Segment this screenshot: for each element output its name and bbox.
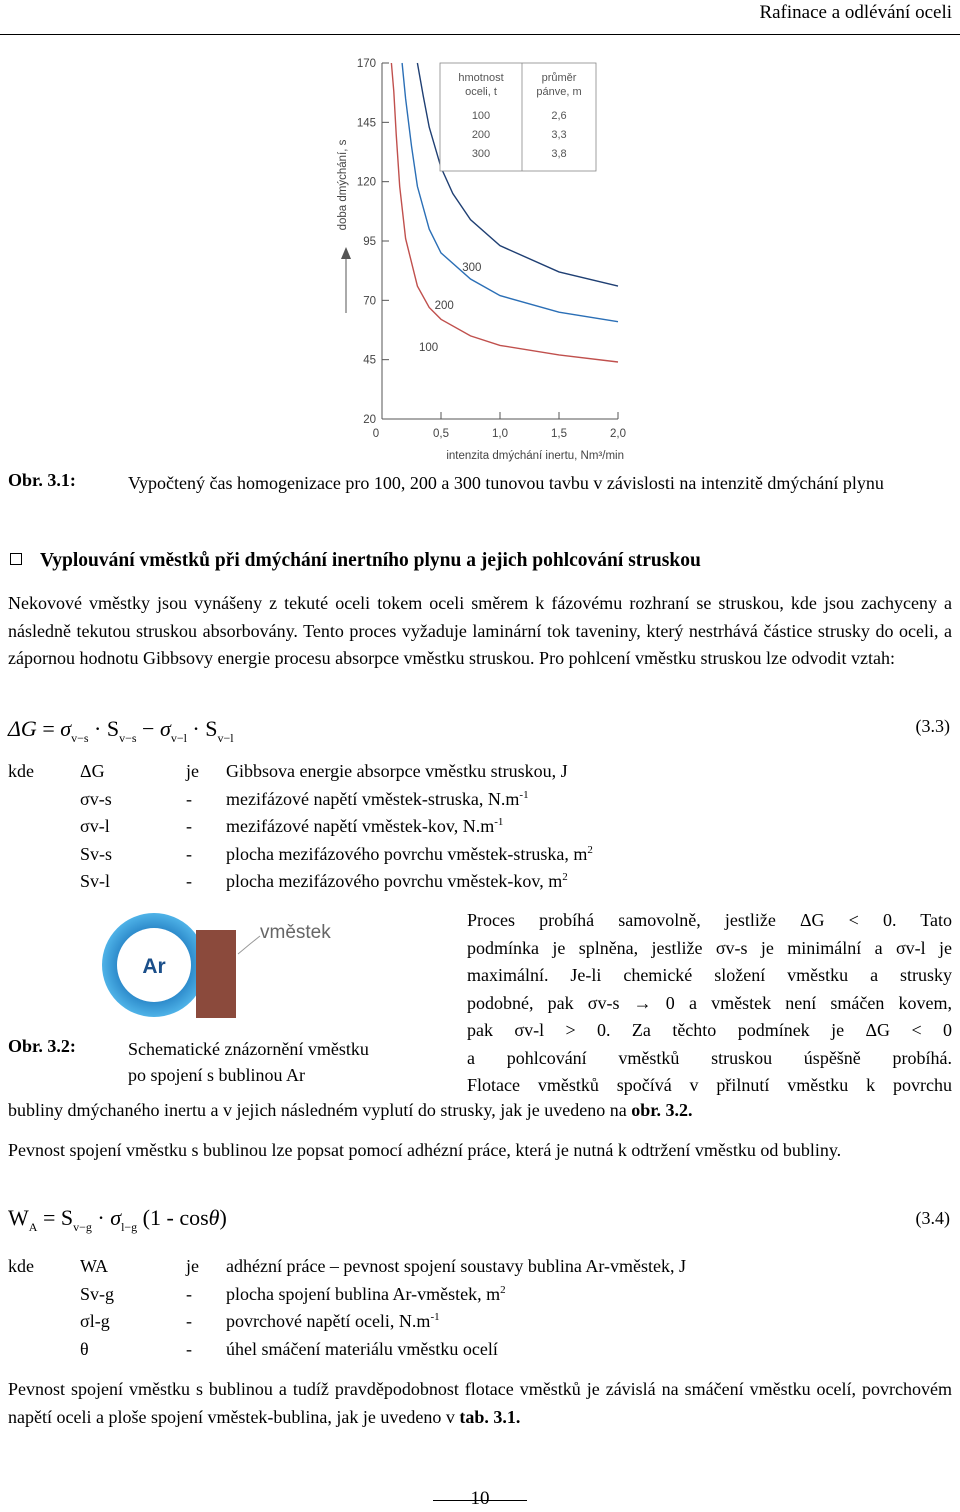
symbol-cell-col1 — [8, 1336, 80, 1364]
symbol-cell-col1: kde — [8, 1256, 34, 1277]
symbol-row — [8, 813, 593, 841]
legend-header-mass: hmotnost oceli, t — [458, 72, 504, 98]
symbol-desc — [226, 868, 593, 896]
symbol-cell-dash: - — [186, 843, 192, 864]
symbol-desc — [226, 1336, 686, 1364]
paragraph-4: Pevnost spojení vměstku s bublinou a tudíž pravděpodobnost flotace vměstků je závislá na smáčení vměstku ocelí, povrchovém napětí oceli a ploše spojení vměstek-bublina, jak je uvedeno v tab. 3.1. — [8, 1379, 952, 1427]
symbol-desc-exponent: -1 — [430, 1311, 440, 1324]
symbol-cell-col1 — [8, 841, 80, 869]
inclusion-block — [196, 930, 236, 1018]
symbol-row — [8, 841, 593, 869]
symbol-desc — [226, 841, 593, 869]
paragraph-2-tail: bubliny dmýchaného inertu a v jejich následném vyplutí do strusky, jak je uvedeno na obr. 3.2. — [8, 1100, 693, 1120]
y-tick-label: 95 — [363, 236, 376, 248]
equation-3-4: $W_A = S_{v-g} \cdot \sigma_{l-g}$ (1 - cosθ) — [8, 1205, 227, 1234]
paragraph-2-line: Flotace vměstků spočívá v přilnutí vměstku k povrchu — [467, 1075, 952, 1095]
symbol-desc-exponent: -1 — [494, 816, 504, 829]
symbol-desc — [226, 1253, 686, 1281]
symbol-cell-sym: σl-g — [80, 1311, 110, 1332]
legend-header-diameter: průměr pánve, m — [536, 72, 582, 98]
symbol-cell-sym: ΔG — [80, 761, 105, 782]
symbol-row — [8, 1281, 686, 1309]
paragraph-2-line: maximální. Je-li chemické složení vměstku a strusky — [467, 965, 952, 985]
x-axis-label: intenzita dmýchání inertu, Nm³/min — [446, 450, 624, 462]
symbol-desc — [226, 813, 593, 841]
figure-1-label: Obr. 3.1: — [8, 470, 76, 490]
legend-cell-diameter: 2,6 — [551, 110, 567, 122]
symbol-desc-exponent: -1 — [519, 788, 529, 801]
paragraph-2-line: a pohlcování vměstků struskou úspěšně probíhá. — [467, 1047, 952, 1068]
legend-cell-diameter: 3,8 — [551, 148, 567, 160]
running-header: Rafinace a odlévání oceli — [759, 2, 952, 23]
inclusion-label: vměstek — [260, 922, 331, 943]
symbol-desc-text: plocha mezifázového povrchu vměstek-kov, m — [226, 871, 563, 892]
x-tick-label: 2,0 — [610, 428, 626, 440]
equation-3-3-number: (3.3) — [915, 716, 950, 736]
symbol-cell-sym: Sv-g — [80, 1283, 115, 1304]
symbols-table-2 — [8, 1253, 686, 1363]
symbol-row — [8, 868, 593, 896]
y-axis-label: doba dmýchání, s — [337, 139, 349, 231]
symbol-desc-text: plocha spojení bublina Ar-vměstek, m — [226, 1283, 501, 1304]
symbol-desc-text: adhézní práce – pevnost spojení soustavy bublina Ar-vměstek, J — [226, 1256, 687, 1277]
y-tick-label: 20 — [363, 414, 376, 426]
symbol-desc-exponent: 2 — [500, 1283, 506, 1296]
figure-1-caption: Vypočtený čas homogenizace pro 100, 200 a 300 tunovou tavbu v závislosti na intenzitě dmýchání plynu — [128, 473, 884, 493]
symbol-row — [8, 786, 593, 814]
symbol-cell-sym: Sv-s — [80, 843, 113, 864]
legend-cell-diameter: 3,3 — [551, 129, 567, 141]
symbol-cell-dash: - — [186, 871, 192, 892]
symbol-desc — [226, 1281, 686, 1309]
paragraph-3: Pevnost spojení vměstku s bublinou lze popsat pomocí adhézní práce, která je nutná k odtržení vměstku od bubliny. — [8, 1140, 842, 1160]
symbol-cell-dash: - — [186, 816, 192, 837]
symbol-desc-text: úhel smáčení materiálu vměstku ocelí — [226, 1338, 498, 1359]
section-heading: Vyplouvání vměstků při dmýchání inertního plynu a jejich pohlcování struskou — [10, 550, 701, 572]
y-tick-label: 45 — [363, 354, 376, 367]
header-rule — [0, 34, 960, 35]
symbol-cell-sym: σv-l — [80, 816, 110, 837]
x-tick-label: 1,5 — [551, 428, 567, 440]
paragraph-2-line: Proces probíhá samovolně, jestliže ΔG < 0. Tato — [467, 910, 952, 930]
x-tick-label: 0,5 — [433, 428, 449, 440]
page-number: 10 — [470, 1488, 490, 1509]
chart-homogenization-time — [320, 45, 640, 465]
symbol-cell-col1: kde — [8, 761, 34, 782]
symbol-cell-sym: σv-s — [80, 788, 112, 809]
symbol-desc-text: Gibbsova energie absorpce vměstku struskou, J — [226, 761, 568, 782]
y-tick-label: 145 — [356, 117, 376, 130]
legend-cell-mass: 200 — [471, 129, 491, 141]
symbol-cell-col1 — [8, 1308, 80, 1336]
symbol-cell-dash: je — [186, 1256, 199, 1277]
symbol-cell-dash: - — [186, 1311, 192, 1332]
symbol-desc — [226, 786, 593, 814]
y-tick-label: 170 — [356, 58, 376, 70]
figure-2-caption: Schematické znázornění vměstku po spojení s bublinou Ar — [128, 1039, 369, 1085]
symbol-desc-text: povrchové napětí oceli, N.m — [226, 1311, 431, 1332]
paragraph-1: Nekovové vměstky jsou vynášeny z tekuté oceli tokem oceli směrem k fázovému rozhraní se struskou, kde jsou zachyceny a následně tekutou struskou absorbovány. Tento proces vyžaduje laminární tok taveniny, který nestrhává částice strusky do oceli, a zápornou hodnotu Gibbsovy energie procesu absorpce vměstku struskou. Pro pohlcení vměstku struskou lze odvodit vztah: — [8, 593, 952, 668]
series-label-200: 200 — [434, 299, 454, 312]
equation-3-4-number: (3.4) — [915, 1208, 950, 1228]
figure-2-label: Obr. 3.2: — [8, 1036, 76, 1056]
x-tick-label: 1,0 — [492, 428, 508, 440]
x-tick-label: 0 — [372, 428, 380, 440]
symbol-cell-dash: - — [186, 788, 192, 809]
y-axis-arrow-head — [341, 247, 351, 259]
symbol-row — [8, 758, 593, 786]
legend-cell-mass: 300 — [471, 148, 491, 160]
symbol-desc — [226, 758, 593, 786]
symbol-desc — [226, 1308, 686, 1336]
legend-cell-mass: 100 — [471, 110, 491, 122]
paragraph-2-line: podobné, pak σv-s → 0 a vměstek není smáčen kovem, — [467, 992, 952, 1013]
symbol-desc-text: mezifázové napětí vměstek-struska, N.m — [226, 788, 520, 809]
symbols-table-1 — [8, 758, 593, 896]
symbol-cell-col1 — [8, 786, 80, 814]
series-label-300: 300 — [462, 261, 482, 274]
symbol-desc-exponent: 2 — [587, 843, 593, 856]
symbol-row — [8, 1308, 686, 1336]
equation-3-3: $\Delta G = \sigma_{v-s} \cdot S_{v-s} - \sigma_{v-l} \cdot S_{v-l}$ — [8, 716, 234, 745]
bubble-label: Ar — [142, 955, 166, 978]
paragraph-2-column — [467, 907, 952, 1100]
symbol-cell-dash: - — [186, 1283, 192, 1304]
symbol-cell-sym: θ — [80, 1338, 89, 1359]
y-tick-label: 120 — [356, 176, 376, 189]
symbol-desc-text: mezifázové napětí vměstek-kov, N.m — [226, 816, 495, 837]
symbol-cell-col1 — [8, 868, 80, 896]
symbol-cell-sym: Sv-l — [80, 871, 111, 892]
y-tick-label: 70 — [363, 295, 376, 308]
series-label-100: 100 — [419, 342, 439, 355]
inclusion-pointer-line — [238, 936, 260, 954]
symbol-cell-col1 — [8, 813, 80, 841]
paragraph-2-line: podmínka je splněna, jestliže σv-s je minimální a σv-l je — [467, 937, 952, 958]
symbol-row — [8, 1253, 686, 1281]
symbol-cell-col1 — [8, 1281, 80, 1309]
checkbox-bullet-icon — [10, 553, 22, 565]
symbol-desc-text: plocha mezifázového povrchu vměstek-struska, m — [226, 843, 588, 864]
symbol-desc-exponent: 2 — [562, 871, 568, 884]
symbol-cell-dash: - — [186, 1338, 192, 1359]
symbol-cell-sym: WA — [80, 1256, 108, 1277]
figure-2-schematic — [100, 908, 360, 1028]
symbol-row — [8, 1336, 686, 1364]
symbol-cell-dash: je — [186, 761, 199, 782]
paragraph-2-line: pak σv-l > 0. Za těchto podmínek je ΔG < 0 — [467, 1020, 952, 1040]
